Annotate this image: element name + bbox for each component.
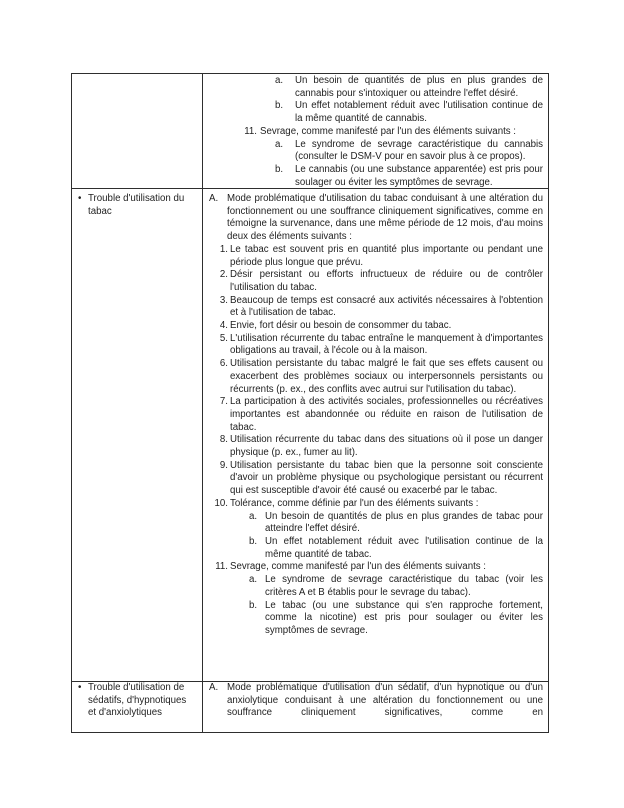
item-text: Mode problématique d'utilisation du tabac conduisant à une altération du fonctionnement ou une souffrance cliniquement significatives, comme en témoigne la survenance, dans une même période de 12 mois, d'au moins deux des éléments suivants :	[227, 193, 543, 243]
disorder-label-cell	[72, 74, 203, 189]
item-text: Un effet notablement réduit avec l'utilisation continue de la même quantité de tabac.	[265, 535, 543, 560]
item-text: Un besoin de quantités de plus en plus grandes de tabac pour atteindre l'effet désiré.	[265, 510, 543, 535]
criterion-item	[209, 193, 543, 244]
criterion-item	[209, 269, 543, 294]
item-text: Utilisation persistante du tabac bien que la personne soit consciente d'avoir un problème physique ou psychologique persistant ou récurrent qui est susceptible d'avoir été causé ou exacerbé par le tabac.	[230, 459, 543, 497]
item-marker: 2.	[219, 269, 228, 281]
disorder-label	[78, 193, 197, 218]
criterion-item	[209, 574, 543, 599]
item-text: Le cannabis (ou une substance apparentée) est pris pour soulager ou éviter les symptômes de sevrage.	[295, 163, 543, 188]
criterion-item	[209, 396, 543, 434]
item-text: Un effet notablement réduit avec l'utilisation continue de la même quantité de cannabis.	[295, 100, 543, 125]
criterion-item	[209, 244, 543, 269]
criterion-item	[209, 460, 543, 498]
item-marker: 5.	[219, 332, 228, 344]
item-text: L'utilisation récurrente du tabac entraîne le manquement à d'importantes obligations au travail, à l'école ou à la maison.	[230, 332, 543, 357]
criterion-item	[209, 295, 543, 320]
item-marker: b.	[249, 599, 258, 611]
criterion-item	[209, 333, 543, 358]
item-marker: b.	[249, 535, 258, 547]
item-text: Le tabac (ou une substance qui s'en rapproche fortement, comme la nicotine) est pris pour soulager ou éviter les symptômes de sevrage.	[265, 599, 543, 636]
criterion-item	[209, 139, 543, 164]
item-text: Le tabac est souvent pris en quantité plus importante ou pendant une période plus longue que prévu.	[230, 243, 543, 268]
criteria-cell	[203, 189, 548, 682]
item-marker: 4.	[219, 320, 228, 332]
item-marker: 11.	[215, 561, 228, 573]
criterion-item	[209, 561, 543, 574]
criterion-item	[209, 536, 543, 561]
item-marker: 8.	[219, 434, 228, 446]
item-text: Utilisation persistante du tabac malgré le fait que ses effets causent ou exacerbent des problèmes sociaux ou interpersonnels persistants ou récurrents (p. ex., des conflits avec autrui sur l'utilisation du tabac).	[230, 358, 543, 395]
criterion-item	[209, 358, 543, 396]
bullet-icon: •	[78, 682, 82, 693]
item-text: Mode problématique d'utilisation d'un sédatif, d'un hypnotique ou d'un anxiolytique conduisant à une altération du fonctionnement ou une souffrance cliniquement significatives, comme en	[227, 682, 543, 719]
criterion-item	[209, 100, 543, 125]
disorder-label-text: Trouble d'utilisation de sédatifs, d'hypnotiques et d'anxiolytiques	[88, 682, 187, 719]
item-text: Utilisation récurrente du tabac dans des situations où il pose un danger physique (p. ex., fumer au lit).	[230, 434, 543, 459]
item-marker: 6.	[219, 358, 228, 370]
criterion-item	[209, 682, 543, 720]
criterion-item	[209, 126, 543, 139]
item-text: Sevrage, comme manifesté par l'un des éléments suivants :	[230, 561, 486, 573]
criterion-item	[209, 498, 543, 511]
item-marker: a.	[249, 574, 258, 586]
item-marker: 11.	[244, 125, 257, 137]
item-marker: 1.	[219, 243, 228, 255]
criterion-item	[209, 600, 543, 638]
criterion-item	[209, 320, 543, 333]
disorder-label-cell	[72, 189, 203, 682]
item-text: Sevrage, comme manifesté par l'un des éléments suivants :	[260, 125, 516, 137]
bullet-icon: •	[78, 193, 82, 204]
criterion-item	[209, 164, 543, 189]
item-marker: a.	[275, 138, 284, 150]
disorder-label-text: Trouble d'utilisation du tabac	[88, 193, 185, 217]
item-text: Le syndrome de sevrage caractéristique du tabac (voir les critères A et B établis pour le sevrage du tabac).	[265, 574, 543, 598]
item-text: Désir persistant ou efforts infructueux de réduire ou de contrôler l'utilisation du tabac.	[230, 269, 543, 293]
disorder-label-cell	[72, 682, 203, 732]
item-marker: b.	[275, 100, 284, 112]
criteria-cell	[203, 682, 548, 732]
criterion-item	[209, 434, 543, 459]
item-text: Le syndrome de sevrage caractéristique du cannabis (consulter le DSM-V pour en savoir plus à ce propos).	[295, 138, 543, 163]
item-text: Envie, fort désir ou besoin de consommer du tabac.	[230, 320, 452, 332]
item-marker: a.	[275, 75, 284, 86]
item-marker: a.	[249, 510, 258, 522]
item-marker: 9.	[219, 459, 228, 471]
item-marker: A.	[209, 682, 219, 693]
criteria-table	[71, 73, 549, 733]
item-text: Tolérance, comme définie par l'un des éléments suivants :	[230, 497, 479, 509]
item-text: La participation à des activités sociales, professionnelles ou récréatives importantes est abandonnée ou réduite en raison de l'utilisation de tabac.	[230, 396, 543, 433]
criterion-item	[209, 75, 543, 100]
item-text: Un besoin de quantités de plus en plus grandes de cannabis pour s'intoxiquer ou atteindre l'effet désiré.	[295, 75, 543, 99]
item-marker: A.	[209, 193, 219, 204]
item-marker: 3.	[219, 294, 228, 306]
item-marker: b.	[275, 163, 284, 175]
criteria-cell	[203, 74, 548, 189]
criterion-item	[209, 511, 543, 536]
disorder-label	[78, 682, 197, 720]
item-marker: 7.	[219, 396, 228, 408]
item-text: Beaucoup de temps est consacré aux activités nécessaires à l'obtention et à l'utilisation de tabac.	[230, 294, 543, 319]
item-marker: 10.	[214, 497, 228, 509]
